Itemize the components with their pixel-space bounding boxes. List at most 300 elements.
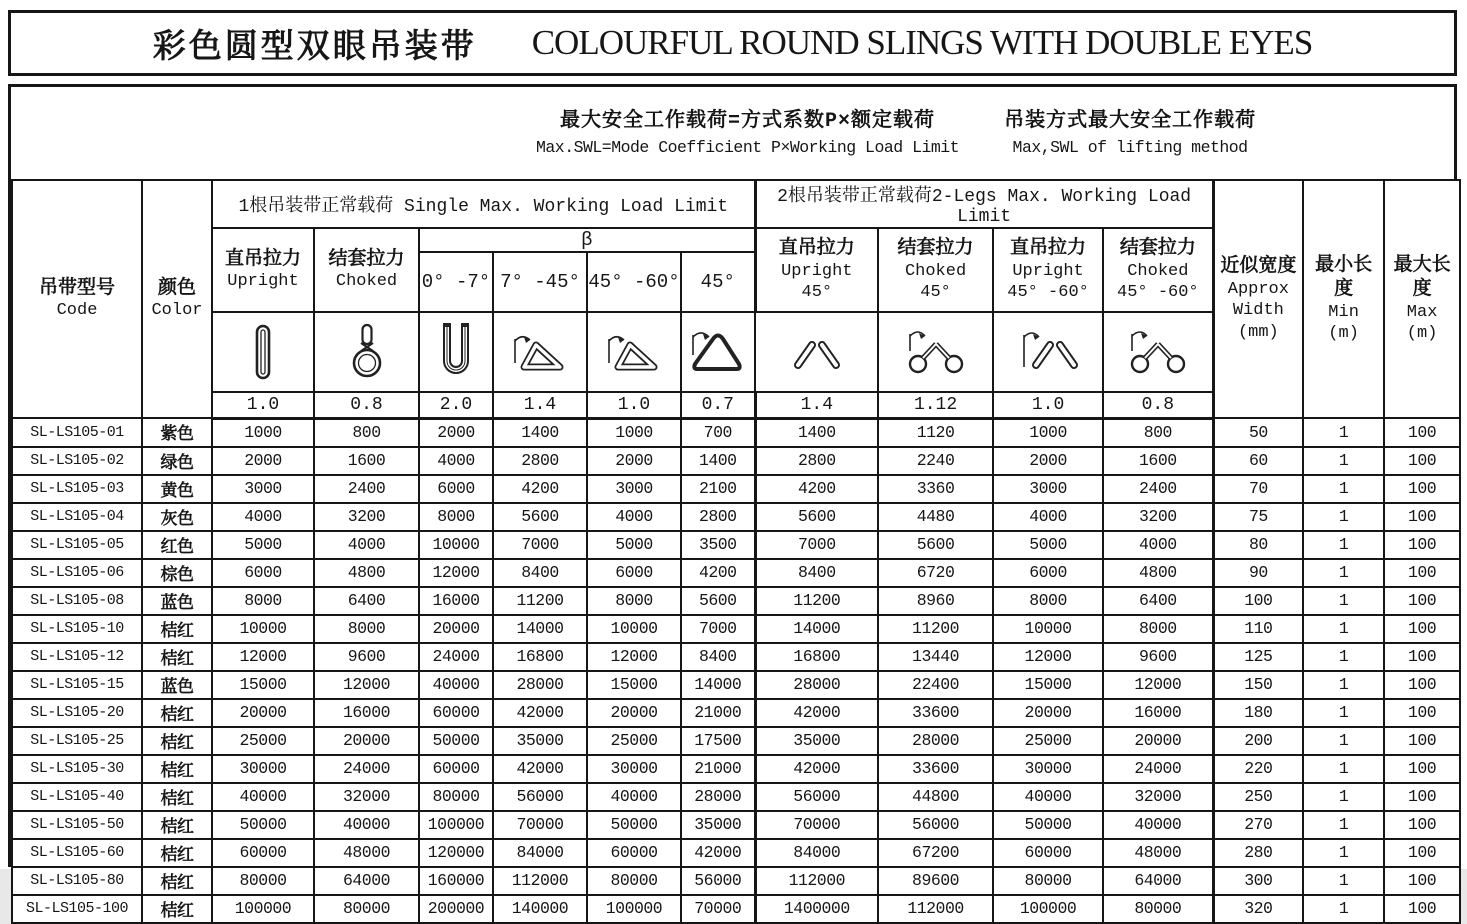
value-cell: 4000 bbox=[419, 447, 493, 475]
value-cell: 20000 bbox=[314, 727, 419, 755]
value-cell: 33600 bbox=[878, 699, 993, 727]
code-cell: SL-LS105-05 bbox=[12, 531, 142, 559]
value-cell: 40000 bbox=[993, 783, 1103, 811]
value-cell: 89600 bbox=[878, 867, 993, 895]
value-cell: 6720 bbox=[878, 559, 993, 587]
main-frame bbox=[8, 84, 1457, 922]
value-cell: 10000 bbox=[212, 615, 314, 643]
value-cell: 3500 bbox=[681, 531, 755, 559]
value-cell: 28000 bbox=[681, 783, 755, 811]
value-cell: 100 bbox=[1384, 811, 1460, 839]
value-cell: 8000 bbox=[1103, 615, 1213, 643]
value-cell: 60000 bbox=[419, 699, 493, 727]
color-cell: 桔红 bbox=[142, 811, 212, 839]
basket-hitch-icon bbox=[426, 321, 486, 383]
value-cell: 40000 bbox=[1103, 811, 1213, 839]
basket-angle-45-icon bbox=[683, 321, 753, 383]
value-cell: 100000 bbox=[587, 895, 681, 923]
value-cell: 7000 bbox=[755, 531, 878, 559]
value-cell: 12000 bbox=[587, 643, 681, 671]
value-cell: 160000 bbox=[419, 867, 493, 895]
value-cell: 40000 bbox=[587, 783, 681, 811]
color-cell: 桔红 bbox=[142, 643, 212, 671]
value-cell: 4000 bbox=[993, 503, 1103, 531]
col-header-code: 吊带型号 Code bbox=[12, 180, 142, 418]
value-cell: 70000 bbox=[681, 895, 755, 923]
value-cell: 4800 bbox=[314, 559, 419, 587]
color-cell: 黄色 bbox=[142, 475, 212, 503]
table-row bbox=[12, 615, 1460, 643]
table-row bbox=[12, 699, 1460, 727]
value-cell: 100 bbox=[1384, 475, 1460, 503]
value-cell: 14000 bbox=[681, 671, 755, 699]
value-cell: 4000 bbox=[587, 503, 681, 531]
value-cell: 6000 bbox=[212, 559, 314, 587]
value-cell: 48000 bbox=[314, 839, 419, 867]
value-cell: 2800 bbox=[755, 447, 878, 475]
table-row bbox=[12, 867, 1460, 895]
beta-angle-45-60: 45° -60° bbox=[587, 252, 681, 312]
table-row bbox=[12, 503, 1460, 531]
value-cell: 280 bbox=[1213, 839, 1303, 867]
value-cell: 30000 bbox=[993, 755, 1103, 783]
coef-2legs-choked-45: 1.12 bbox=[878, 392, 993, 418]
color-cell: 桔红 bbox=[142, 727, 212, 755]
value-cell: 100000 bbox=[419, 811, 493, 839]
code-cell: SL-LS105-30 bbox=[12, 755, 142, 783]
value-cell: 1 bbox=[1303, 587, 1384, 615]
value-cell: 110 bbox=[1213, 615, 1303, 643]
code-cell: SL-LS105-25 bbox=[12, 727, 142, 755]
value-cell: 100 bbox=[1384, 587, 1460, 615]
value-cell: 1000 bbox=[212, 418, 314, 447]
value-cell: 15000 bbox=[587, 671, 681, 699]
value-cell: 5000 bbox=[587, 531, 681, 559]
table-row bbox=[12, 727, 1460, 755]
color-cell: 桔红 bbox=[142, 615, 212, 643]
value-cell: 90 bbox=[1213, 559, 1303, 587]
value-cell: 20000 bbox=[993, 699, 1103, 727]
value-cell: 8000 bbox=[212, 587, 314, 615]
value-cell: 35000 bbox=[493, 727, 587, 755]
value-cell: 2000 bbox=[587, 447, 681, 475]
value-cell: 50 bbox=[1213, 418, 1303, 447]
value-cell: 1000 bbox=[993, 418, 1103, 447]
formula-swl-en: Max.SWL=Mode Coefficient P×Working Load Limit bbox=[536, 137, 960, 157]
value-cell: 9600 bbox=[1103, 643, 1213, 671]
value-cell: 1400 bbox=[755, 418, 878, 447]
value-cell: 14000 bbox=[493, 615, 587, 643]
value-cell: 24000 bbox=[314, 755, 419, 783]
value-cell: 1 bbox=[1303, 811, 1384, 839]
table-row bbox=[12, 418, 1460, 447]
value-cell: 70000 bbox=[755, 811, 878, 839]
code-cell: SL-LS105-03 bbox=[12, 475, 142, 503]
col-header-2legs-upright-45: 直吊拉力 Upright 45° bbox=[755, 228, 878, 312]
value-cell: 48000 bbox=[1103, 839, 1213, 867]
value-cell: 4000 bbox=[212, 503, 314, 531]
choked-sling-icon-cell bbox=[314, 312, 419, 392]
value-cell: 56000 bbox=[493, 783, 587, 811]
col-header-min-length: 最小长 度 Min (m) bbox=[1303, 180, 1384, 418]
value-cell: 5000 bbox=[993, 531, 1103, 559]
value-cell: 4200 bbox=[681, 559, 755, 587]
value-cell: 12000 bbox=[993, 643, 1103, 671]
value-cell: 100 bbox=[1384, 503, 1460, 531]
color-cell: 桔红 bbox=[142, 867, 212, 895]
value-cell: 56000 bbox=[681, 867, 755, 895]
value-cell: 15000 bbox=[993, 671, 1103, 699]
value-cell: 32000 bbox=[314, 783, 419, 811]
value-cell: 21000 bbox=[681, 755, 755, 783]
value-cell: 42000 bbox=[493, 755, 587, 783]
col-header-color: 颜色 Color bbox=[142, 180, 212, 418]
value-cell: 15000 bbox=[212, 671, 314, 699]
value-cell: 8000 bbox=[314, 615, 419, 643]
value-cell: 5600 bbox=[755, 503, 878, 531]
value-cell: 2100 bbox=[681, 475, 755, 503]
value-cell: 1 bbox=[1303, 643, 1384, 671]
value-cell: 50000 bbox=[212, 811, 314, 839]
value-cell: 80000 bbox=[314, 895, 419, 923]
table-row bbox=[12, 447, 1460, 475]
value-cell: 60000 bbox=[212, 839, 314, 867]
value-cell: 64000 bbox=[314, 867, 419, 895]
formula-swl-cn: 最大安全工作载荷=方式系数P×额定载荷 bbox=[560, 109, 936, 133]
value-cell: 3200 bbox=[314, 503, 419, 531]
choked-sling-icon bbox=[337, 321, 397, 383]
code-cell: SL-LS105-06 bbox=[12, 559, 142, 587]
code-cell: SL-LS105-08 bbox=[12, 587, 142, 615]
code-cell: SL-LS105-01 bbox=[12, 418, 142, 447]
value-cell: 17500 bbox=[681, 727, 755, 755]
col-header-approx-width: 近似宽度 Approx Width (mm) bbox=[1213, 180, 1303, 418]
value-cell: 8000 bbox=[587, 587, 681, 615]
value-cell: 60 bbox=[1213, 447, 1303, 475]
value-cell: 35000 bbox=[681, 811, 755, 839]
two-legs-choked-45-icon bbox=[894, 321, 978, 383]
value-cell: 2000 bbox=[993, 447, 1103, 475]
value-cell: 22400 bbox=[878, 671, 993, 699]
color-cell: 桔红 bbox=[142, 895, 212, 923]
value-cell: 100 bbox=[1384, 559, 1460, 587]
coef-beta-7-45: 1.4 bbox=[493, 392, 587, 418]
value-cell: 5000 bbox=[212, 531, 314, 559]
two-legs-upright-45-60-icon bbox=[1008, 321, 1088, 383]
value-cell: 28000 bbox=[755, 671, 878, 699]
value-cell: 25000 bbox=[587, 727, 681, 755]
value-cell: 320 bbox=[1213, 895, 1303, 923]
value-cell: 2240 bbox=[878, 447, 993, 475]
value-cell: 1 bbox=[1303, 867, 1384, 895]
value-cell: 21000 bbox=[681, 699, 755, 727]
value-cell: 5600 bbox=[493, 503, 587, 531]
value-cell: 1600 bbox=[314, 447, 419, 475]
value-cell: 100 bbox=[1384, 783, 1460, 811]
value-cell: 4480 bbox=[878, 503, 993, 531]
code-cell: SL-LS105-20 bbox=[12, 699, 142, 727]
value-cell: 1 bbox=[1303, 531, 1384, 559]
value-cell: 4200 bbox=[755, 475, 878, 503]
value-cell: 14000 bbox=[755, 615, 878, 643]
value-cell: 220 bbox=[1213, 755, 1303, 783]
value-cell: 56000 bbox=[878, 811, 993, 839]
value-cell: 700 bbox=[681, 418, 755, 447]
value-cell: 20000 bbox=[1103, 727, 1213, 755]
value-cell: 12000 bbox=[314, 671, 419, 699]
color-cell: 桔红 bbox=[142, 755, 212, 783]
value-cell: 100 bbox=[1384, 615, 1460, 643]
coef-beta-45-60: 1.0 bbox=[587, 392, 681, 418]
formula-method-en: Max,SWL of lifting method bbox=[1012, 137, 1248, 157]
value-cell: 44800 bbox=[878, 783, 993, 811]
value-cell: 8960 bbox=[878, 587, 993, 615]
value-cell: 60000 bbox=[993, 839, 1103, 867]
value-cell: 100 bbox=[1384, 671, 1460, 699]
value-cell: 6000 bbox=[587, 559, 681, 587]
two-legs-upright-45-60-icon-cell bbox=[993, 312, 1103, 392]
coef-2legs-upright-45-60: 1.0 bbox=[993, 392, 1103, 418]
value-cell: 30000 bbox=[587, 755, 681, 783]
basket-angle-45-60-icon bbox=[596, 321, 672, 383]
value-cell: 6400 bbox=[1103, 587, 1213, 615]
color-cell: 桔红 bbox=[142, 699, 212, 727]
value-cell: 1 bbox=[1303, 503, 1384, 531]
two-legs-choked-45-icon-cell bbox=[878, 312, 993, 392]
page-title-en: COLOURFUL ROUND SLINGS WITH DOUBLE EYES bbox=[531, 23, 1313, 62]
code-cell: SL-LS105-100 bbox=[12, 895, 142, 923]
value-cell: 100 bbox=[1384, 867, 1460, 895]
value-cell: 100000 bbox=[993, 895, 1103, 923]
beta-angle-45: 45° bbox=[681, 252, 755, 312]
value-cell: 112000 bbox=[755, 867, 878, 895]
value-cell: 3000 bbox=[587, 475, 681, 503]
two-legs-choked-45-60-icon bbox=[1116, 321, 1200, 383]
value-cell: 11200 bbox=[493, 587, 587, 615]
value-cell: 33600 bbox=[878, 755, 993, 783]
value-cell: 20000 bbox=[587, 699, 681, 727]
beta-angle-0-7: 0° -7° bbox=[419, 252, 493, 312]
value-cell: 75 bbox=[1213, 503, 1303, 531]
value-cell: 1 bbox=[1303, 418, 1384, 447]
value-cell: 32000 bbox=[1103, 783, 1213, 811]
table-row bbox=[12, 559, 1460, 587]
value-cell: 3000 bbox=[993, 475, 1103, 503]
value-cell: 2000 bbox=[212, 447, 314, 475]
value-cell: 1 bbox=[1303, 615, 1384, 643]
value-cell: 20000 bbox=[212, 699, 314, 727]
value-cell: 1 bbox=[1303, 783, 1384, 811]
value-cell: 100 bbox=[1384, 699, 1460, 727]
value-cell: 6000 bbox=[419, 475, 493, 503]
value-cell: 16800 bbox=[755, 643, 878, 671]
value-cell: 60000 bbox=[587, 839, 681, 867]
group-header-2legs: 2根吊装带正常载荷2-Legs Max. Working Load Limit bbox=[755, 180, 1213, 228]
value-cell: 100 bbox=[1384, 643, 1460, 671]
value-cell: 270 bbox=[1213, 811, 1303, 839]
value-cell: 70 bbox=[1213, 475, 1303, 503]
value-cell: 16000 bbox=[314, 699, 419, 727]
value-cell: 1 bbox=[1303, 447, 1384, 475]
coef-2legs-upright-45: 1.4 bbox=[755, 392, 878, 418]
coef-beta-0-7: 2.0 bbox=[419, 392, 493, 418]
value-cell: 5600 bbox=[878, 531, 993, 559]
value-cell: 11200 bbox=[878, 615, 993, 643]
code-cell: SL-LS105-40 bbox=[12, 783, 142, 811]
basket-angle-45-60-icon-cell bbox=[587, 312, 681, 392]
value-cell: 3360 bbox=[878, 475, 993, 503]
value-cell: 1 bbox=[1303, 727, 1384, 755]
coef-choked: 0.8 bbox=[314, 392, 419, 418]
value-cell: 30000 bbox=[212, 755, 314, 783]
value-cell: 8400 bbox=[493, 559, 587, 587]
value-cell: 25000 bbox=[993, 727, 1103, 755]
two-legs-upright-45-icon bbox=[782, 321, 852, 383]
title-bar bbox=[8, 10, 1457, 76]
table-row bbox=[12, 587, 1460, 615]
value-cell: 120000 bbox=[419, 839, 493, 867]
color-cell: 蓝色 bbox=[142, 587, 212, 615]
value-cell: 6000 bbox=[993, 559, 1103, 587]
code-cell: SL-LS105-15 bbox=[12, 671, 142, 699]
color-cell: 桔红 bbox=[142, 783, 212, 811]
table-row bbox=[12, 895, 1460, 923]
color-cell: 紫色 bbox=[142, 418, 212, 447]
formula-method-cn: 吊装方式最大安全工作载荷 bbox=[1004, 109, 1257, 133]
value-cell: 180 bbox=[1213, 699, 1303, 727]
value-cell: 800 bbox=[1103, 418, 1213, 447]
color-cell: 棕色 bbox=[142, 559, 212, 587]
value-cell: 10000 bbox=[587, 615, 681, 643]
value-cell: 84000 bbox=[493, 839, 587, 867]
code-cell: SL-LS105-80 bbox=[12, 867, 142, 895]
value-cell: 13440 bbox=[878, 643, 993, 671]
formula-swl bbox=[536, 107, 959, 160]
group-header-single: 1根吊装带正常载荷 Single Max. Working Load Limit bbox=[212, 180, 755, 228]
formula-strip bbox=[11, 87, 1454, 179]
value-cell: 42000 bbox=[755, 755, 878, 783]
value-cell: 112000 bbox=[493, 867, 587, 895]
code-cell: SL-LS105-10 bbox=[12, 615, 142, 643]
basket-hitch-icon-cell bbox=[419, 312, 493, 392]
color-cell: 绿色 bbox=[142, 447, 212, 475]
value-cell: 28000 bbox=[493, 671, 587, 699]
value-cell: 80000 bbox=[212, 867, 314, 895]
value-cell: 8400 bbox=[755, 559, 878, 587]
value-cell: 2400 bbox=[1103, 475, 1213, 503]
value-cell: 70000 bbox=[493, 811, 587, 839]
table-row bbox=[12, 475, 1460, 503]
coef-beta-45: 0.7 bbox=[681, 392, 755, 418]
basket-angle-7-45-icon bbox=[502, 321, 578, 383]
formula-method bbox=[1004, 107, 1256, 160]
value-cell: 56000 bbox=[755, 783, 878, 811]
value-cell: 1600 bbox=[1103, 447, 1213, 475]
value-cell: 1 bbox=[1303, 671, 1384, 699]
color-cell: 灰色 bbox=[142, 503, 212, 531]
value-cell: 50000 bbox=[587, 811, 681, 839]
value-cell: 100000 bbox=[212, 895, 314, 923]
value-cell: 20000 bbox=[419, 615, 493, 643]
table-row bbox=[12, 643, 1460, 671]
col-header-2legs-choked-45-60: 结套拉力 Choked 45° -60° bbox=[1103, 228, 1213, 312]
value-cell: 60000 bbox=[419, 755, 493, 783]
value-cell: 3000 bbox=[212, 475, 314, 503]
value-cell: 16000 bbox=[1103, 699, 1213, 727]
value-cell: 50000 bbox=[419, 727, 493, 755]
value-cell: 3200 bbox=[1103, 503, 1213, 531]
coef-2legs-choked-45-60: 0.8 bbox=[1103, 392, 1213, 418]
color-cell: 桔红 bbox=[142, 839, 212, 867]
value-cell: 40000 bbox=[419, 671, 493, 699]
basket-angle-45-icon-cell bbox=[681, 312, 755, 392]
value-cell: 25000 bbox=[212, 727, 314, 755]
value-cell: 140000 bbox=[493, 895, 587, 923]
color-cell: 蓝色 bbox=[142, 671, 212, 699]
value-cell: 1 bbox=[1303, 755, 1384, 783]
value-cell: 200 bbox=[1213, 727, 1303, 755]
value-cell: 64000 bbox=[1103, 867, 1213, 895]
value-cell: 80000 bbox=[419, 783, 493, 811]
value-cell: 8000 bbox=[993, 587, 1103, 615]
value-cell: 4000 bbox=[1103, 531, 1213, 559]
two-legs-upright-45-icon-cell bbox=[755, 312, 878, 392]
value-cell: 1000 bbox=[587, 418, 681, 447]
code-cell: SL-LS105-12 bbox=[12, 643, 142, 671]
value-cell: 125 bbox=[1213, 643, 1303, 671]
vertical-sling-icon-cell bbox=[212, 312, 314, 392]
value-cell: 112000 bbox=[878, 895, 993, 923]
value-cell: 800 bbox=[314, 418, 419, 447]
table-row bbox=[12, 839, 1460, 867]
value-cell: 7000 bbox=[681, 615, 755, 643]
value-cell: 100 bbox=[1384, 895, 1460, 923]
value-cell: 80000 bbox=[587, 867, 681, 895]
value-cell: 100 bbox=[1384, 727, 1460, 755]
value-cell: 100 bbox=[1384, 839, 1460, 867]
value-cell: 100 bbox=[1384, 418, 1460, 447]
table-row bbox=[12, 671, 1460, 699]
value-cell: 100 bbox=[1384, 755, 1460, 783]
value-cell: 16000 bbox=[419, 587, 493, 615]
value-cell: 16800 bbox=[493, 643, 587, 671]
coef-upright: 1.0 bbox=[212, 392, 314, 418]
code-cell: SL-LS105-04 bbox=[12, 503, 142, 531]
value-cell: 42000 bbox=[493, 699, 587, 727]
value-cell: 300 bbox=[1213, 867, 1303, 895]
value-cell: 2800 bbox=[493, 447, 587, 475]
value-cell: 100 bbox=[1384, 447, 1460, 475]
value-cell: 4200 bbox=[493, 475, 587, 503]
value-cell: 12000 bbox=[212, 643, 314, 671]
table-row bbox=[12, 755, 1460, 783]
col-header-2legs-upright-45-60: 直吊拉力 Upright 45° -60° bbox=[993, 228, 1103, 312]
code-cell: SL-LS105-60 bbox=[12, 839, 142, 867]
value-cell: 2400 bbox=[314, 475, 419, 503]
value-cell: 42000 bbox=[681, 839, 755, 867]
value-cell: 80000 bbox=[1103, 895, 1213, 923]
value-cell: 1400000 bbox=[755, 895, 878, 923]
value-cell: 50000 bbox=[993, 811, 1103, 839]
value-cell: 12000 bbox=[419, 559, 493, 587]
value-cell: 150 bbox=[1213, 671, 1303, 699]
value-cell: 2000 bbox=[419, 418, 493, 447]
value-cell: 1 bbox=[1303, 559, 1384, 587]
value-cell: 10000 bbox=[993, 615, 1103, 643]
value-cell: 1120 bbox=[878, 418, 993, 447]
value-cell: 2800 bbox=[681, 503, 755, 531]
value-cell: 80000 bbox=[993, 867, 1103, 895]
